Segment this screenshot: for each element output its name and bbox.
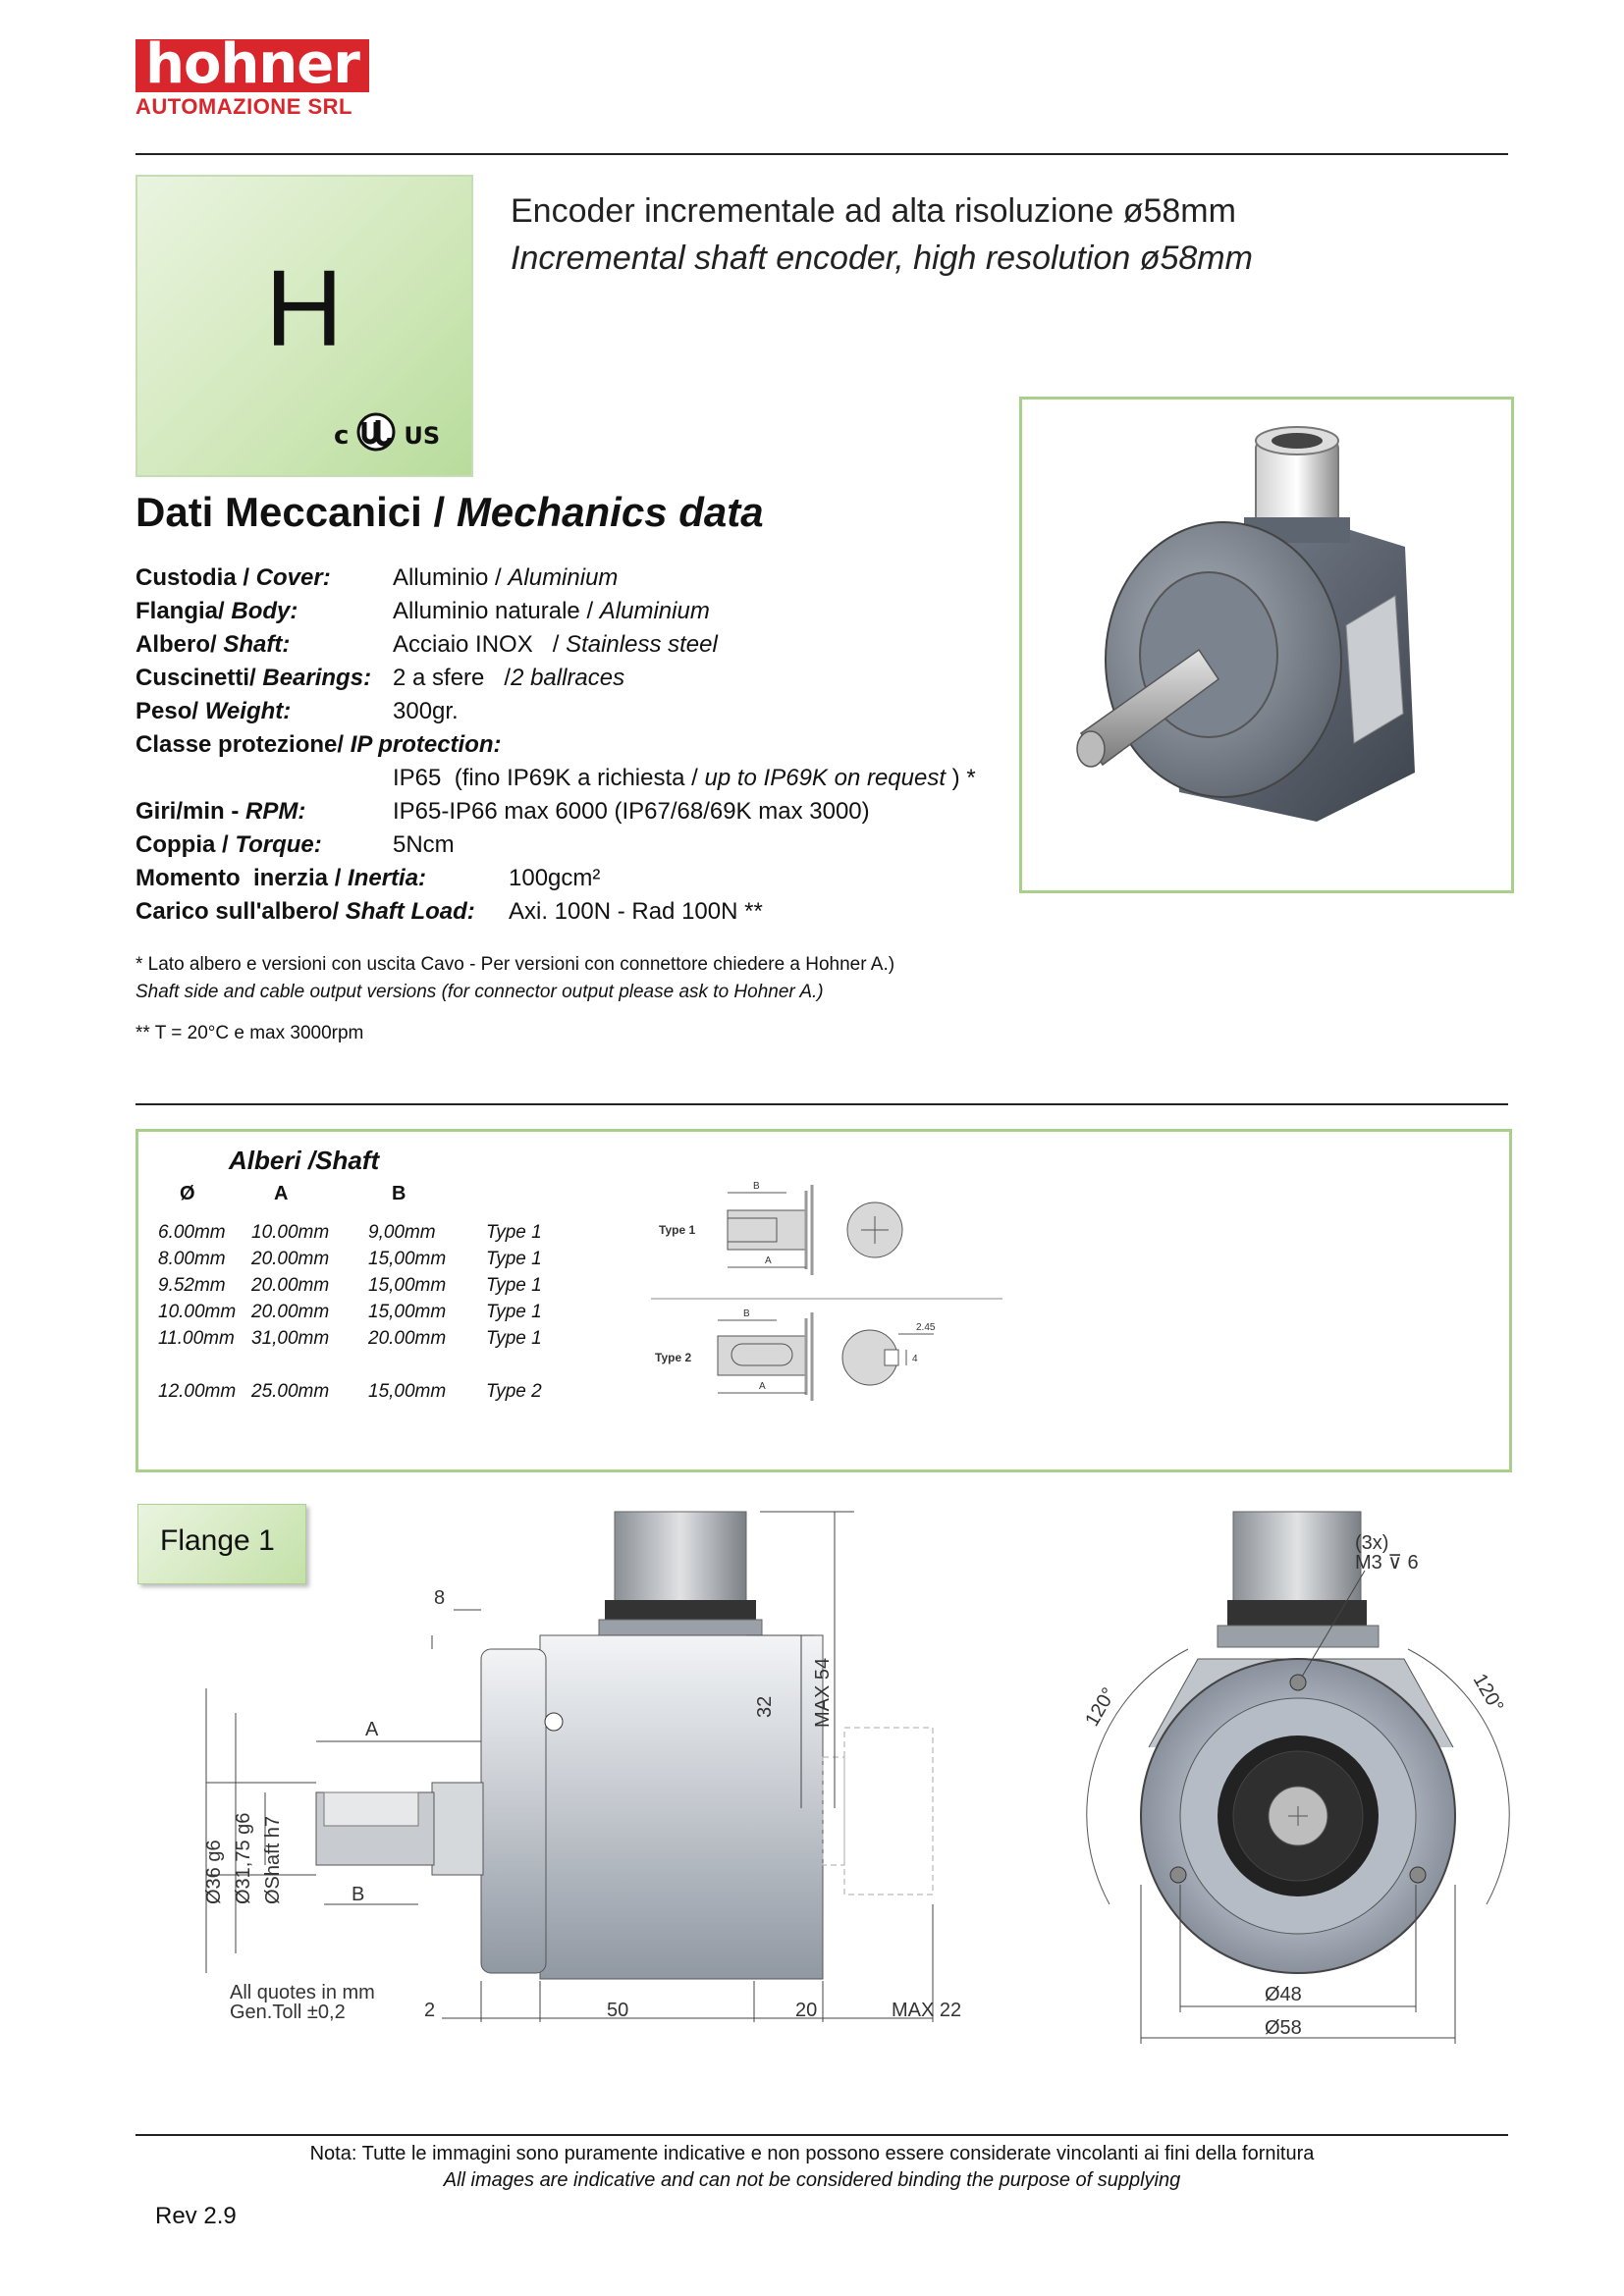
dim-32: 32	[754, 1695, 776, 1718]
spec-value-shaft: Acciaio INOX / Stainless steel	[393, 631, 718, 658]
footnote-connector: * Lato albero e versioni con uscita Cavo - Per versioni con connettore chiedere a Hohner A.)	[135, 954, 895, 975]
shaft-table-title: Alberi /Shaft	[229, 1146, 380, 1175]
dim-d3175: Ø31,75 g6	[233, 1812, 254, 1904]
footnote-connector-en: Shaft side and cable output versions (for connector output please ask to Hohner A.)	[135, 982, 824, 1002]
spec-value-bearings: 2 a sfere /2 ballraces	[393, 665, 625, 691]
title-italian: Encoder incrementale ad alta risoluzione ø58mm	[511, 192, 1236, 230]
shaft-header-b: B	[392, 1183, 406, 1204]
dim-shaft-h7: ØShaft h7	[262, 1815, 284, 1904]
type1-dim-a: A	[765, 1255, 772, 1266]
spec-value-inertia: 100gcm²	[509, 865, 601, 891]
dim-50: 50	[607, 2000, 629, 2021]
quotes-note: All quotes in mm	[230, 1982, 375, 2003]
dim-20: 20	[795, 2000, 818, 2021]
spec-row-body: Flangia/ Body:	[135, 598, 298, 624]
type2-dim-b: B	[743, 1308, 750, 1319]
shaft-header-a: A	[274, 1183, 289, 1204]
holes-count: (3x)	[1355, 1532, 1389, 1554]
footer-note-italian: Nota: Tutte le immagini sono puramente indicative e non possono essere considerate vincolanti ai fini della fornitura	[309, 2143, 1315, 2164]
header-divider	[135, 153, 1508, 155]
revision-label: Rev 2.9	[155, 2203, 237, 2229]
spec-value-shaft-load: Axi. 100N - Rad 100N **	[509, 898, 763, 925]
spec-value-weight: 300gr.	[393, 698, 459, 724]
spec-value-cover: Alluminio / Aluminium	[393, 564, 619, 591]
type1-dim-b: B	[753, 1181, 760, 1192]
spec-value-torque: 5Ncm	[393, 831, 455, 858]
shaft-options-panel: Alberi /Shaft Ø A B 6.00mm 10.00mm 9,00mm Type 1 8.00mm 20.00mm 15,00mm Type 1 9.52mm 20.00mm 15,00mm Type 1 10.00mm 20.00mm 15,00mm Type 1 11.00mm 31,00mm 20.00mm Type 1 12.00mm 25.00mm 15,00mm Type 2 Type 1 Type 2 B A B A 2.45 4	[135, 1129, 1512, 1472]
type2-dim-4: 4	[912, 1354, 918, 1364]
spec-value-body: Alluminio naturale / Aluminium	[393, 598, 710, 624]
flange-label: Flange 1	[160, 1524, 275, 1557]
logo-word: hohner	[145, 32, 359, 96]
flange-front-drawing	[1070, 1492, 1522, 2081]
hohner-logo	[135, 32, 369, 96]
dim-max22: MAX 22	[892, 2000, 962, 2021]
section-divider	[135, 1103, 1508, 1105]
shaft-header-diameter: Ø	[180, 1183, 195, 1204]
type2-dim-245: 2.45	[916, 1322, 936, 1333]
spec-row-inertia: Momento inerzia / Inertia:	[135, 865, 427, 891]
flange-side-drawing	[147, 1492, 1031, 2042]
cul-us-certification-icon: c US	[334, 412, 440, 452]
dim-b: B	[352, 1884, 365, 1905]
type2-label: Type 2	[655, 1351, 692, 1364]
spec-row-bearings: Cuscinetti/ Bearings:	[135, 665, 372, 691]
dim-a: A	[365, 1719, 379, 1740]
series-badge	[135, 175, 473, 477]
series-letter: H	[265, 248, 344, 369]
encoder-product-photo	[1019, 397, 1514, 893]
type2-dim-a: A	[759, 1381, 766, 1392]
shaft-type-diagram	[649, 1171, 1061, 1446]
dim-d36: Ø36 g6	[203, 1840, 225, 1904]
dim-8: 8	[434, 1587, 446, 1609]
type1-label: Type 1	[659, 1223, 696, 1237]
footer-divider	[135, 2134, 1508, 2136]
footnote-temperature: ** T = 20°C e max 3000rpm	[135, 1023, 364, 1043]
angle-left: 120°	[1081, 1683, 1121, 1731]
spec-row-torque: Coppia / Torque:	[135, 831, 322, 858]
tolerance-note: Gen.Toll ±0,2	[230, 2002, 346, 2023]
spec-row-cover: Custodia / Cover:	[135, 564, 331, 591]
spec-row-rpm: Giri/min - RPM:	[135, 798, 306, 825]
spec-value-ip: IP65 (fino IP69K a richiesta / up to IP69K on request ) *	[393, 765, 976, 791]
title-english: Incremental shaft encoder, high resolution ø58mm	[511, 240, 1253, 277]
dim-max54: MAX 54	[812, 1657, 834, 1728]
holes-thread: M3 ⊽ 6	[1355, 1552, 1419, 1574]
spec-row-ip: Classe protezione/ IP protection:	[135, 731, 502, 758]
angle-right: 120°	[1468, 1670, 1508, 1717]
dim-d48: Ø48	[1265, 1984, 1302, 2005]
spec-row-weight: Peso/ Weight:	[135, 698, 292, 724]
logo-subtitle: AUTOMAZIONE SRL	[135, 94, 352, 119]
dim-2: 2	[424, 2000, 436, 2021]
footer-note-english: All images are indicative and can not be considered binding the purpose of supplying	[443, 2169, 1181, 2191]
spec-value-rpm: IP65-IP66 max 6000 (IP67/68/69K max 3000)	[393, 798, 870, 825]
mechanics-section-title: Dati Meccanici / Mechanics data	[135, 489, 764, 535]
spec-row-shaft-load: Carico sull'albero/ Shaft Load:	[135, 898, 475, 925]
spec-row-shaft: Albero/ Shaft:	[135, 631, 291, 658]
dim-d58: Ø58	[1265, 2017, 1302, 2039]
